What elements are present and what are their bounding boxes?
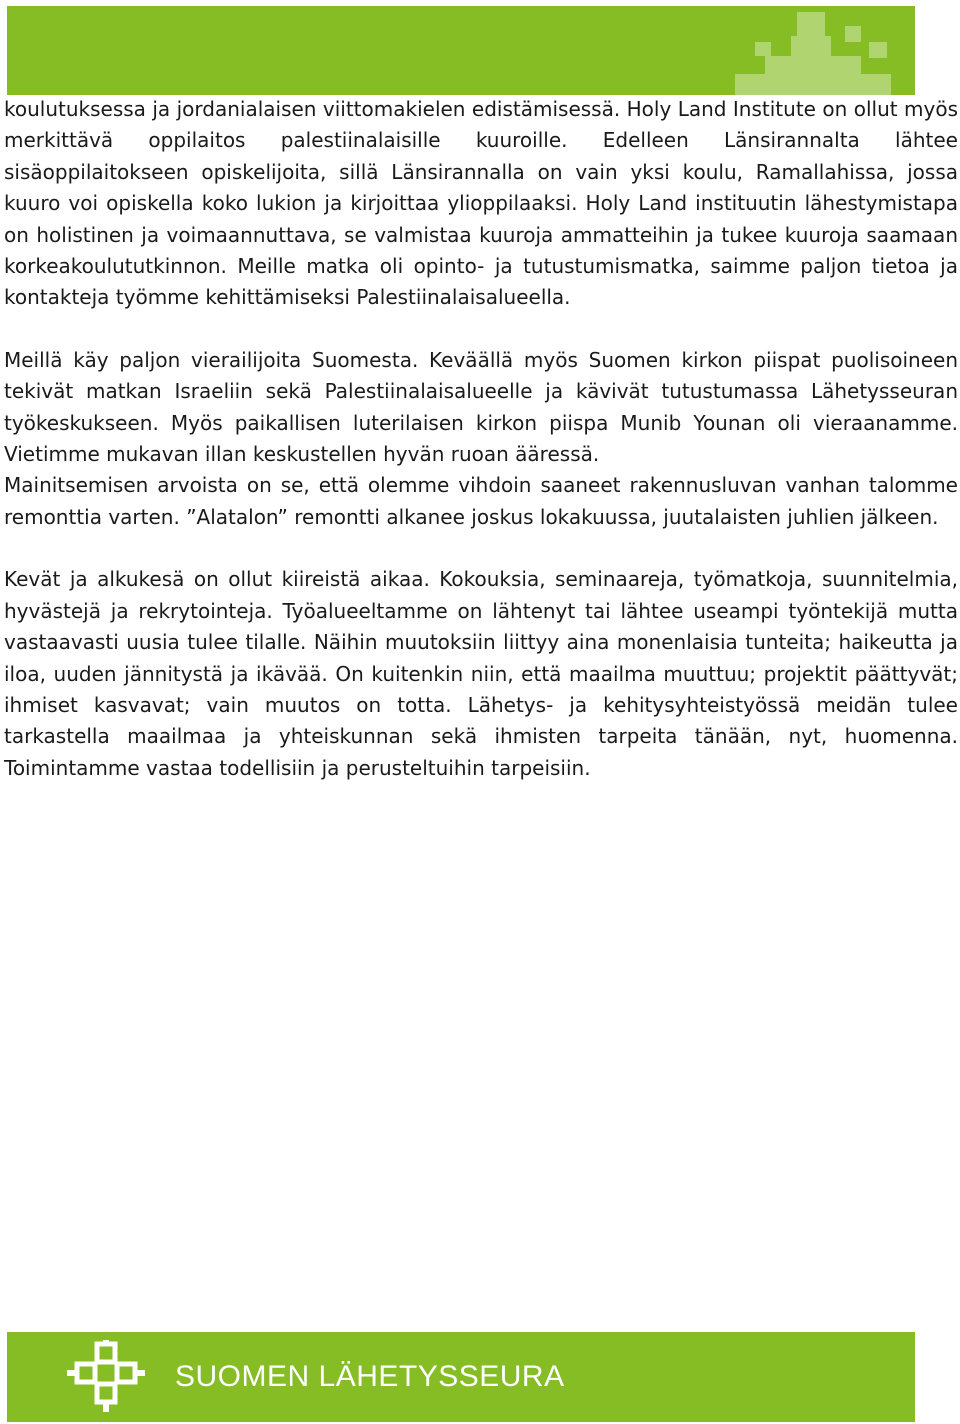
cross-logo-icon bbox=[63, 1340, 153, 1414]
paragraph: koulutuksessa ja jordanialaisen viittomakielen edistämisessä. Holy Land Institute on ollut myös merkittävä oppilaitos palestiinalaisille kuuroille. Edelleen Länsirannalta lähtee sisäoppilaitokseen opiskelijoita, sillä Länsirannalla on vain yksi koulu, Ramallahissa, jossa kuuro voi opiskella koko lukion ja kirjoittaa ylioppilaaksi. Holy Land instituutin lähestymistapa on holistinen ja voimaannuttava, se valmistaa kuuroja ammatteihin ja tukee kuuroja saamaan korkeakoulututkinnon. Meille matka oli opinto- ja tutustumismatka, saimme paljon tietoa ja kontakteja työmme kehittämiseksi Palestiinalaisalueella. bbox=[4, 97, 958, 310]
paragraph: Kevät ja alkukesä on ollut kiireistä aikaa. Kokouksia, seminaareja, työmatkoja, suunnitelmia, hyvästejä ja rekrytointeja. Työalueeltamme on lähtenyt tai lähtee useampi työntekijä mutta vastaavasti uusia tulee tilalle. Näihin muutoksiin liittyy aina monenlaisia tunteita; haikeutta ja iloa, uuden jännitystä ja ikävää. On kuitenkin niin, että maailma muuttuu; projektit päättyvät; ihmiset kasvavat; vain muutos on totta. Lähetys- ja kehitysyhteistyössä meidän tulee tarkastella maailmaa ja yhteiskunnan sekä ihmisten tarpeita tänään, nyt, huomenna. Toimintamme vastaa todellisiin ja perusteltuihin tarpeisiin. bbox=[4, 567, 958, 780]
footer-banner bbox=[7, 1332, 915, 1422]
cross-watermark-icon bbox=[695, 6, 915, 95]
footer-logo-text: SUOMEN LÄHETYSSEURA bbox=[175, 1360, 565, 1393]
document-body bbox=[4, 94, 958, 784]
paragraph: Mainitsemisen arvoista on se, että olemme vihdoin saaneet rakennusluvan vanhan talomme remonttia varten. ”Alatalon” remontti alkanee joskus lokakuussa, juutalaisten juhlien jälkeen. bbox=[4, 473, 958, 529]
paragraph: Meillä käy paljon vierailijoita Suomesta. Keväällä myös Suomen kirkon piispat puolisoineen tekivät matkan Israeliin sekä Palestiinalaisalueelle ja kävivät tutustumassa Lähetysseuran työkeskukseen. Myös paikallisen luterilaisen kirkon piispa Munib Younan oli vieraanamme. Vietimme mukavan illan keskustellen hyvän ruoan ääressä. bbox=[4, 347, 958, 467]
header-banner bbox=[7, 6, 915, 95]
